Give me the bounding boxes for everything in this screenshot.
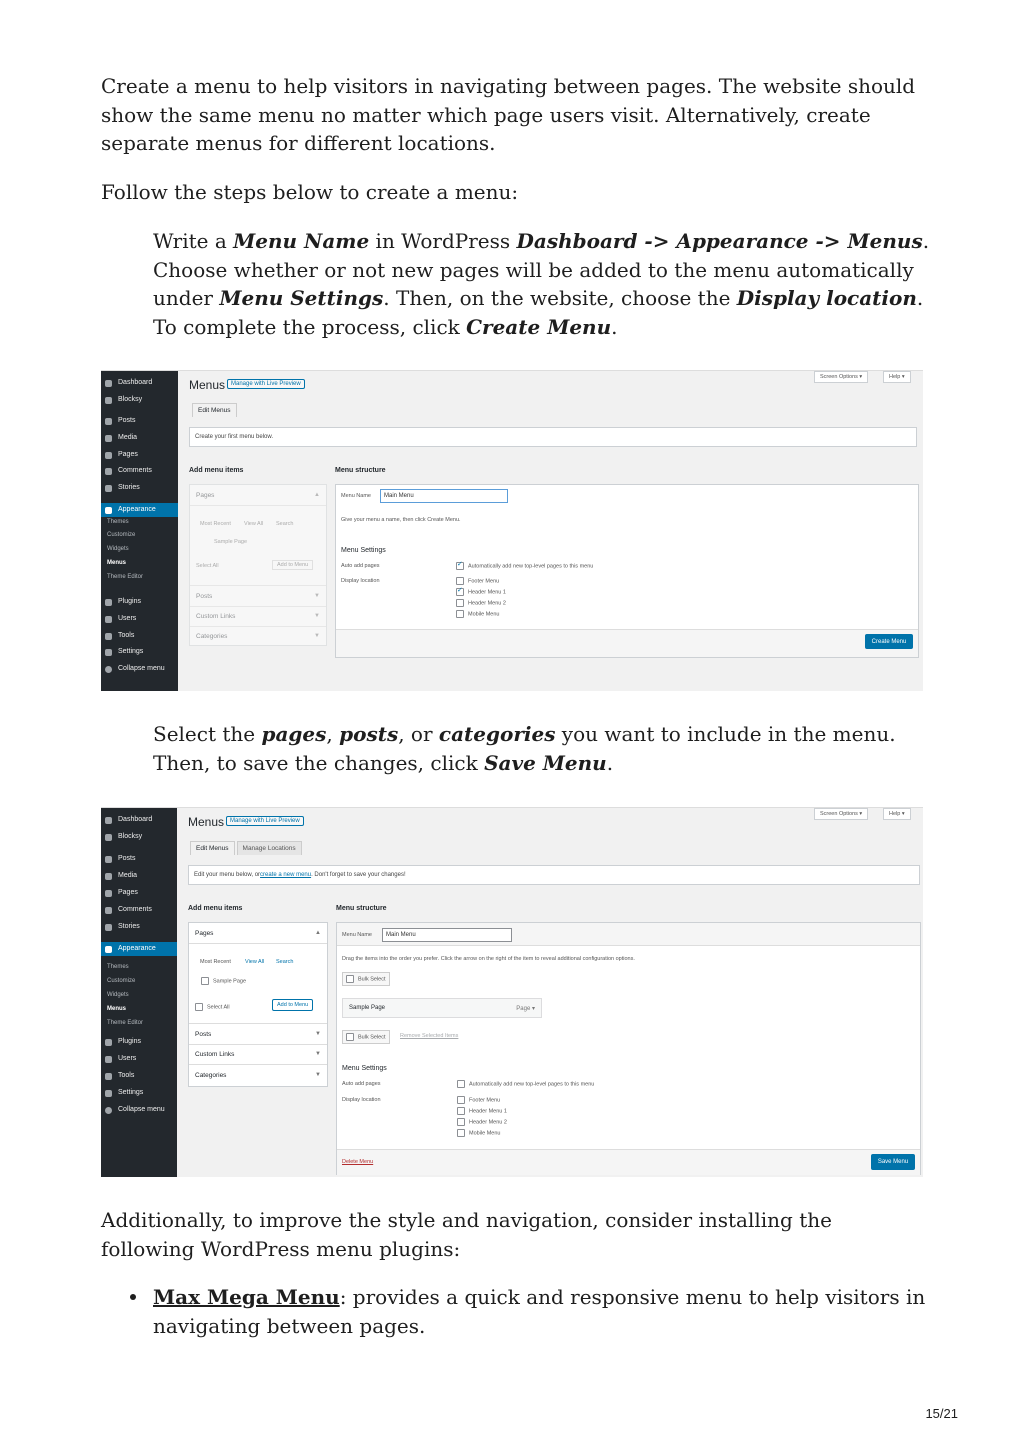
delete-menu-link[interactable]: Delete Menu — [342, 1159, 374, 1165]
sidebar-item-dashboard[interactable]: Dashboard — [105, 813, 177, 827]
steps-intro: Follow the steps below to create a menu: — [101, 180, 519, 204]
location-mobile[interactable]: Mobile Menu — [457, 1129, 501, 1137]
sidebar-item-users[interactable]: Users — [105, 1052, 177, 1066]
pin-icon — [105, 856, 112, 863]
checkbox-icon — [201, 977, 209, 985]
menu-structure-panel — [336, 922, 921, 1175]
auto-add-label: Auto add pages — [341, 563, 380, 569]
tab-search[interactable]: Search — [276, 521, 294, 527]
sidebar-item-stories[interactable]: Stories — [105, 920, 177, 934]
checkbox-icon — [195, 1003, 203, 1011]
checkbox-icon — [457, 1129, 465, 1137]
admin-sidebar — [101, 808, 177, 1177]
sidebar-item-blocksy[interactable]: Blocksy — [105, 830, 177, 844]
screenshot-save-menu — [101, 807, 923, 1177]
select-all[interactable]: Select All — [196, 563, 219, 569]
sidebar-item-users[interactable]: Users — [105, 612, 178, 626]
submenu-widgets[interactable]: Widgets — [107, 992, 129, 998]
location-header-2[interactable]: Header Menu 2 — [457, 1118, 507, 1126]
checkbox-icon — [457, 1107, 465, 1115]
create-new-menu-link[interactable]: create a new menu — [260, 872, 312, 878]
tab-edit-menus[interactable]: Edit Menus — [190, 841, 235, 855]
sidebar-item-plugins[interactable]: Plugins — [105, 595, 178, 609]
menu-structure-panel — [335, 484, 919, 658]
accordion-custom-links[interactable]: Custom Links ▼ — [190, 606, 326, 627]
checkbox-icon — [456, 599, 464, 607]
display-location-label: Display location — [341, 578, 380, 584]
notice-box: Create your first menu below. — [189, 427, 917, 447]
submenu-themes[interactable]: Themes — [107, 519, 129, 525]
chevron-up-icon: ▲ — [314, 492, 320, 498]
max-mega-menu-link[interactable]: Max Mega Menu — [153, 1285, 340, 1309]
blocksy-icon — [105, 834, 112, 841]
submenu-customize[interactable]: Customize — [107, 978, 136, 984]
plug-icon — [105, 599, 112, 606]
add-items-heading: Add menu items — [189, 467, 244, 474]
location-footer[interactable]: Footer Menu — [457, 1096, 500, 1104]
live-preview-button[interactable]: Manage with Live Preview — [226, 816, 304, 826]
settings-icon — [105, 649, 112, 656]
tab-view-all[interactable]: View All — [244, 521, 264, 527]
add-to-menu-button[interactable]: Add to Menu — [272, 560, 313, 570]
pin-icon — [105, 418, 112, 425]
menu-structure-heading: Menu structure — [336, 905, 387, 912]
checkbox-icon — [457, 1118, 465, 1126]
sidebar-item-settings[interactable]: Settings — [105, 1086, 177, 1100]
sidebar-item-collapse[interactable]: Collapse menu — [105, 662, 178, 676]
submenu-theme-editor[interactable]: Theme Editor — [107, 574, 144, 580]
dashboard-icon — [105, 380, 112, 387]
accordion-posts[interactable]: Posts ▼ — [190, 585, 326, 607]
chevron-down-icon: ▼ — [315, 1051, 321, 1057]
sidebar-item-posts[interactable]: Posts — [105, 414, 178, 428]
collapse-icon — [105, 1107, 112, 1114]
list-item-plugin: Max Mega Menu: provides a quick and responsive menu to help visitors in navigating between pages. — [153, 1285, 926, 1338]
sidebar-item-posts[interactable]: Posts — [105, 852, 177, 866]
plug-icon — [105, 1039, 112, 1046]
screen-options-button[interactable]: Screen Options ▾ — [814, 808, 868, 820]
sidebar-item-tools[interactable]: Tools — [105, 1069, 177, 1083]
submenu-customize[interactable]: Customize — [107, 532, 136, 538]
user-icon — [105, 1056, 112, 1063]
sidebar-item-appearance[interactable]: Appearance — [101, 503, 178, 517]
submenu-theme-editor[interactable]: Theme Editor — [107, 1020, 144, 1026]
live-preview-button[interactable]: Manage with Live Preview — [227, 379, 305, 389]
nav-tabs — [192, 399, 239, 415]
accordion-categories[interactable]: Categories ▼ — [196, 632, 320, 640]
chevron-down-icon: ▼ — [314, 633, 320, 639]
menu-name-input[interactable]: Main Menu — [380, 489, 508, 503]
bullet-icon — [130, 1294, 136, 1300]
menu-name-input[interactable]: Main Menu — [382, 928, 512, 942]
step1-paragraph: Write a Menu Name in WordPress Dashboard -> Appearance -> Menus. Choose whether or not new pages will be added to the menu automatically under Menu Settings. Then, on the website, choose the Display location. To complete the process, click Create Menu. — [153, 229, 930, 339]
location-header-1[interactable]: ✓Header Menu 1 — [456, 588, 506, 596]
menu-hint: Give your menu a name, then click Create Menu. — [341, 517, 461, 523]
location-header-2[interactable]: Header Menu 2 — [456, 599, 506, 607]
stories-icon — [105, 485, 112, 492]
menu-item-sample-page[interactable]: Sample Page Page ▾ — [342, 998, 542, 1018]
submenu-themes[interactable]: Themes — [107, 964, 129, 970]
screen-options-button[interactable]: Screen Options ▾ — [814, 371, 868, 383]
submenu-menus[interactable]: Menus — [107, 1006, 127, 1012]
chevron-down-icon: ▼ — [315, 1031, 321, 1037]
checkbox-icon — [457, 1080, 465, 1088]
checkbox-icon — [346, 975, 354, 983]
sidebar-item-comments[interactable]: Comments — [105, 903, 177, 917]
auto-add-checkbox[interactable]: ✓ Automatically add new top-level pages to this menu — [456, 562, 593, 570]
tab-view-all[interactable]: View All — [245, 959, 265, 965]
accordion-pages[interactable]: Pages ▲ — [189, 923, 327, 944]
admin-sidebar — [101, 371, 178, 691]
chevron-down-icon: ▼ — [315, 1072, 321, 1078]
sidebar-item-media[interactable]: Media — [105, 431, 178, 445]
pages-icon — [105, 452, 112, 459]
add-to-menu-button[interactable]: Add to Menu — [272, 999, 313, 1011]
sidebar-item-tools[interactable]: Tools — [105, 629, 178, 643]
bulk-select-bottom[interactable]: Bulk Select — [342, 1030, 390, 1044]
sidebar-item-pages[interactable]: Pages — [105, 448, 178, 462]
save-menu-button[interactable]: Save Menu — [871, 1154, 915, 1170]
menu-footer — [337, 1149, 920, 1175]
add-items-heading: Add menu items — [188, 905, 243, 912]
menu-name-label: Menu Name — [341, 493, 371, 499]
add-items-panel — [188, 922, 328, 1087]
drag-hint: Drag the items into the order you prefer. Click the arrow on the right of the item to reveal additional configuration options. — [342, 956, 635, 962]
checkbox-icon — [346, 1033, 354, 1041]
chevron-down-icon: ▼ — [314, 613, 320, 619]
menu-footer — [336, 629, 918, 657]
comment-icon — [105, 907, 112, 914]
sample-page-option[interactable]: Sample Page — [201, 977, 246, 985]
checkbox-icon — [456, 610, 464, 618]
sidebar-item-blocksy[interactable]: Blocksy — [105, 393, 178, 407]
media-icon — [105, 873, 112, 880]
menu-name-label: Menu Name — [342, 932, 372, 938]
bulk-select-top[interactable]: Bulk Select — [342, 972, 390, 986]
checkbox-checked-icon — [456, 562, 464, 570]
checkbox-icon — [456, 577, 464, 585]
sidebar-item-appearance[interactable]: Appearance — [101, 942, 177, 956]
display-location-label: Display location — [342, 1097, 381, 1103]
auto-add-checkbox[interactable]: Automatically add new top-level pages to this menu — [457, 1080, 594, 1088]
submenu-widgets[interactable]: Widgets — [107, 546, 129, 552]
tab-manage-locations[interactable]: Manage Locations — [237, 841, 302, 855]
nav-tabs — [190, 837, 304, 853]
tab-most-recent[interactable]: Most Recent — [200, 521, 231, 527]
sidebar-item-comments[interactable]: Comments — [105, 464, 178, 478]
create-menu-button[interactable]: Create Menu — [865, 634, 913, 649]
chevron-down-icon: ▼ — [314, 593, 320, 599]
tab-most-recent[interactable]: Most Recent — [200, 959, 231, 965]
sidebar-item-stories[interactable]: Stories — [105, 481, 178, 495]
location-mobile[interactable]: Mobile Menu — [456, 610, 500, 618]
chevron-up-icon: ▲ — [315, 930, 321, 936]
sidebar-item-settings[interactable]: Settings — [105, 645, 178, 659]
brush-icon — [105, 946, 112, 953]
remove-selected-link[interactable]: Remove Selected Items — [400, 1033, 459, 1039]
page-number: 15/21 — [925, 1406, 958, 1421]
accordion-posts[interactable]: Posts ▼ — [189, 1023, 327, 1045]
media-icon — [105, 435, 112, 442]
add-items-panel — [189, 484, 327, 646]
accordion-pages[interactable]: Pages ▲ — [190, 485, 326, 506]
menu-settings-heading: Menu Settings — [341, 547, 386, 554]
checkbox-icon — [457, 1096, 465, 1104]
sidebar-item-dashboard[interactable]: Dashboard — [105, 376, 178, 390]
tab-search[interactable]: Search — [276, 959, 294, 965]
sidebar-item-plugins[interactable]: Plugins — [105, 1035, 177, 1049]
auto-add-label: Auto add pages — [342, 1081, 381, 1087]
wrench-icon — [105, 633, 112, 640]
notice-box: Edit your menu below, or create a new menu . Don't forget to save your changes! — [188, 865, 920, 885]
location-header-1[interactable]: Header Menu 1 — [457, 1107, 507, 1115]
page-title: Menus — [189, 378, 226, 392]
sidebar-item-collapse[interactable]: Collapse menu — [105, 1103, 177, 1117]
select-all[interactable]: Select All — [195, 1003, 230, 1011]
brush-icon — [105, 507, 112, 514]
submenu-menus[interactable]: Menus — [107, 560, 127, 566]
user-icon — [105, 616, 112, 623]
intro-paragraph: Create a menu to help visitors in navigating between pages. The website should show the same menu no matter which page users visit. Alternatively, create separate menus for different locations. — [101, 74, 916, 155]
sidebar-item-media[interactable]: Media — [105, 869, 177, 883]
help-button[interactable]: Help ▾ — [883, 808, 911, 820]
comment-icon — [105, 468, 112, 475]
stories-icon — [105, 924, 112, 931]
location-footer[interactable]: Footer Menu — [456, 577, 499, 585]
menu-structure-heading: Menu structure — [335, 467, 386, 474]
menu-item-type[interactable]: Page ▾ — [516, 1005, 535, 1012]
checkbox-checked-icon — [456, 588, 464, 596]
settings-icon — [105, 1090, 112, 1097]
wrench-icon — [105, 1073, 112, 1080]
menu-settings-heading: Menu Settings — [342, 1065, 387, 1072]
blocksy-icon — [105, 397, 112, 404]
help-button[interactable]: Help ▾ — [883, 371, 911, 383]
sidebar-item-pages[interactable]: Pages — [105, 886, 177, 900]
tab-edit-menus[interactable]: Edit Menus — [192, 403, 237, 417]
dashboard-icon — [105, 817, 112, 824]
pages-icon — [105, 890, 112, 897]
sample-page-option[interactable]: Sample Page — [214, 539, 248, 545]
step2-paragraph: Select the pages, posts, or categories you want to include in the menu. Then, to save the changes, click Save Menu. — [153, 722, 896, 775]
accordion-categories[interactable]: Categories ▼ — [195, 1071, 321, 1079]
screenshot-create-menu — [101, 370, 923, 691]
accordion-custom-links[interactable]: Custom Links ▼ — [189, 1044, 327, 1065]
page-title: Menus — [188, 815, 225, 829]
additional-paragraph: Additionally, to improve the style and navigation, consider installing the following WordPress menu plugins: — [101, 1208, 832, 1261]
collapse-icon — [105, 666, 112, 673]
